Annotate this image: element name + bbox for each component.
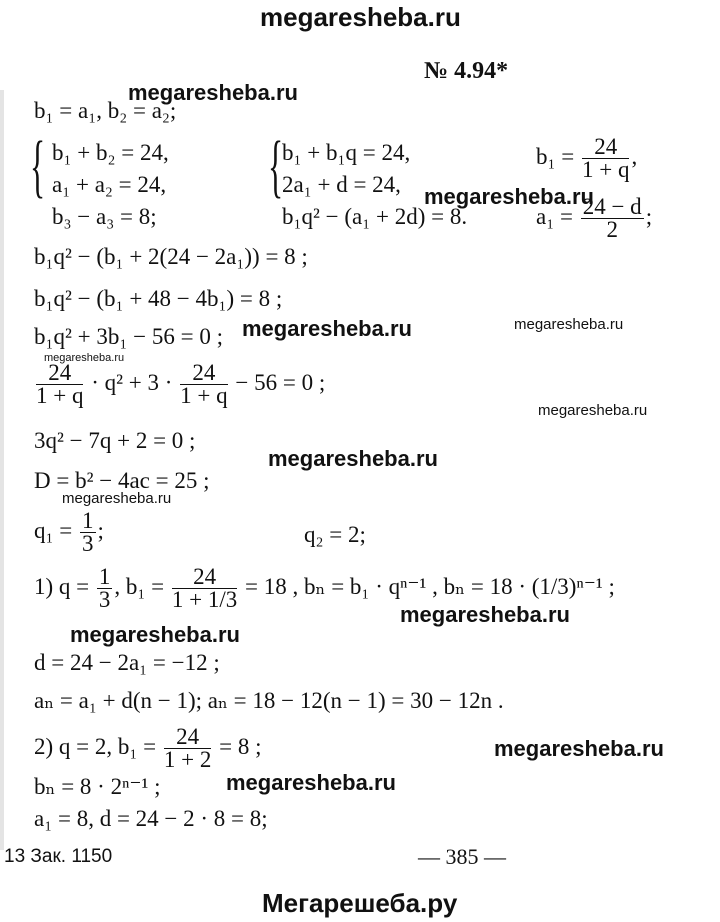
system-brace: {: [268, 128, 284, 205]
case-b1-value: = 8 ;: [219, 733, 262, 759]
root-q1: [34, 510, 104, 555]
root-q2: q₂ = 2;: [304, 522, 366, 547]
problem-number: № 4.94*: [424, 58, 509, 84]
equation-line: b₁q² + 3b₁ − 56 = 0 ;: [34, 324, 223, 349]
case-b1: , b₁ =: [114, 573, 165, 599]
fraction: [36, 362, 83, 407]
equation-line: [34, 362, 325, 407]
fraction-denominator: 1 + 2: [163, 747, 212, 772]
side-b1-tail: ,: [631, 143, 638, 169]
case-label: 1): [34, 573, 54, 599]
equation-line: D = b² − 4ac = 25 ;: [34, 468, 210, 493]
fraction-numerator: 1: [98, 564, 111, 589]
side-a1-lhs: a₁ =: [536, 203, 573, 229]
case-bn-value: bₙ = 18 · (1/3)ⁿ⁻¹ ;: [443, 573, 615, 599]
system-row: b₁ + b₁q = 24,: [282, 140, 411, 165]
equation-line: d = 24 − 2a₁ = −12 ;: [34, 650, 220, 675]
watermark: megaresheba.ru: [424, 184, 594, 209]
fraction: [97, 566, 113, 611]
system-row: b₁q² − (a₁ + 2d) = 8.: [282, 204, 468, 229]
fraction-numerator: 24: [164, 726, 211, 749]
system-row: 2a₁ + d = 24,: [282, 172, 401, 197]
fraction-denominator: 2: [606, 217, 618, 242]
watermark: megaresheba.ru: [226, 770, 396, 795]
watermark: megaresheba.ru: [44, 352, 125, 364]
equation-line: b₁q² − (b₁ + 48 − 4b₁) = 8 ;: [34, 286, 283, 311]
fraction-numerator: 24: [36, 362, 83, 385]
fraction-denominator: 1 + q: [180, 383, 228, 408]
fraction: [180, 362, 227, 407]
fraction-numerator: 24 − d: [582, 194, 642, 219]
fraction-numerator: 24: [582, 136, 629, 159]
fraction-denominator: 3: [98, 587, 111, 612]
case-b1: b₁ =: [117, 733, 157, 759]
fraction-denominator: 1 + q: [36, 383, 84, 408]
case-bn-formula: bₙ = b₁ · qⁿ⁻¹ ,: [304, 573, 438, 599]
root-q1-lhs: q₁ =: [34, 517, 73, 543]
page-number: — 385 —: [418, 844, 506, 869]
case-q: q = 2,: [58, 733, 113, 759]
print-mark: 13 Зак. 1150: [4, 846, 113, 867]
scan-edge: [0, 90, 4, 850]
fraction-denominator: 3: [82, 531, 94, 556]
equation-line: aₙ = a₁ + d(n − 1); aₙ = 18 − 12(n − 1) = 30 − 12n .: [34, 688, 504, 713]
side-a1-formula: [536, 196, 652, 241]
system-row: b₁ + b₂ = 24,: [52, 140, 169, 165]
equation-line: a₁ = 8, d = 24 − 2 · 8 = 8;: [34, 806, 268, 831]
fraction-numerator: 24: [180, 362, 227, 385]
site-header: megaresheba.ru: [260, 2, 461, 32]
watermark: megaresheba.ru: [242, 316, 412, 341]
fraction: [164, 726, 211, 771]
fraction: [80, 510, 96, 555]
case-2-line: [34, 726, 262, 771]
fraction-denominator: 1 + q: [582, 157, 630, 182]
side-a1-tail: ;: [645, 203, 653, 229]
equation-line: bₙ = 8 · 2ⁿ⁻¹ ;: [34, 774, 161, 799]
watermark: megaresheba.ru: [538, 402, 648, 419]
site-footer: Мегарешеба.ру: [262, 888, 458, 918]
watermark: megaresheba.ru: [70, 622, 240, 647]
case-label: 2): [34, 733, 54, 759]
case-b1-value: = 18 ,: [245, 573, 299, 599]
watermark: megaresheba.ru: [514, 316, 624, 333]
equation-line: 3q² − 7q + 2 = 0 ;: [34, 428, 196, 453]
watermark: megaresheba.ru: [268, 446, 438, 471]
side-b1-lhs: b₁ =: [536, 143, 575, 169]
fraction-numerator: 24: [172, 566, 237, 589]
case-q: q =: [58, 573, 90, 599]
fraction-numerator: 1: [82, 508, 94, 533]
fraction: [581, 196, 644, 241]
watermark: megaresheba.ru: [400, 602, 570, 627]
fraction-denominator: 1 + 1/3: [171, 587, 238, 612]
equation-tail: − 56 = 0 ;: [235, 369, 326, 395]
fraction: [172, 566, 237, 611]
side-b1-formula: [536, 136, 637, 181]
system-row: a₁ + a₂ = 24,: [52, 172, 167, 197]
equation-mid: · q² + 3 ·: [91, 369, 173, 395]
watermark: megaresheba.ru: [62, 490, 172, 507]
case-1-line: [34, 566, 615, 611]
root-q1-tail: ;: [97, 517, 104, 543]
watermark: megaresheba.ru: [128, 80, 298, 105]
equation-line: b₁q² − (b₁ + 2(24 − 2a₁)) = 8 ;: [34, 244, 308, 269]
fraction: [582, 136, 629, 181]
equation-line: b₁ = a₁, b₂ = a₂;: [34, 98, 177, 123]
system-brace: {: [30, 128, 46, 205]
watermark: megaresheba.ru: [494, 736, 664, 761]
system-row: b₃ − a₃ = 8;: [52, 204, 157, 229]
